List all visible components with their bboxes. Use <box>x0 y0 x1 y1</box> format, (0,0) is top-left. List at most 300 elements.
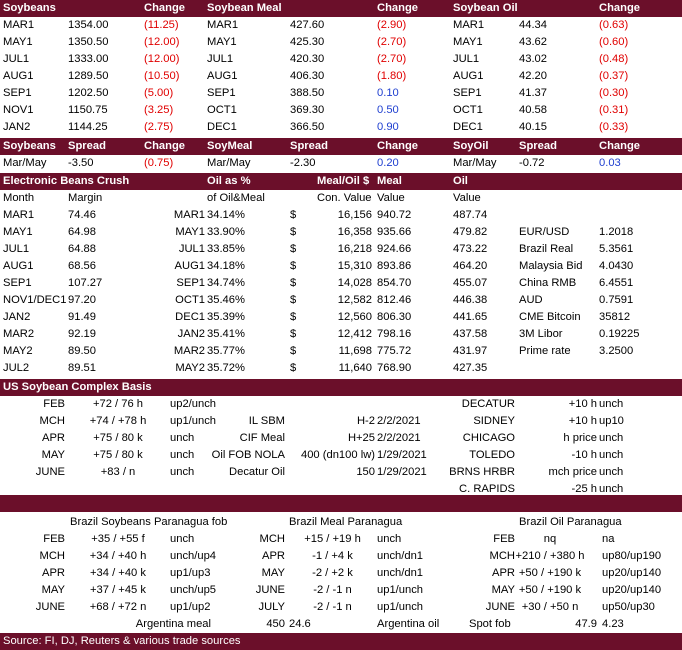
brazil-meal-change: up1/unch <box>377 601 424 613</box>
source-text: Source: FI, DJ, Reuters & various trade sources <box>3 635 241 647</box>
meal-change: 0.50 <box>377 104 399 116</box>
meal-change: (2.90) <box>377 19 407 31</box>
soybean-change: (12.00) <box>144 53 180 65</box>
crush-meal-value: 924.66 <box>377 243 412 255</box>
crush-sub-oilmeal: of Oil&Meal <box>207 192 265 204</box>
crush-dollar: $ <box>290 362 297 374</box>
crush-oil-value: 441.65 <box>453 311 488 323</box>
crush-oil-value: 446.38 <box>453 294 488 306</box>
soybean-change: (11.25) <box>144 19 179 31</box>
crush-oil-pct: 35.46% <box>207 294 245 306</box>
oil-month: MAY1 <box>453 36 483 48</box>
basis-change: up1/unch <box>170 415 217 427</box>
spread-soy-label: Mar/May <box>3 157 47 169</box>
spread-meal-change: 0.20 <box>377 157 399 169</box>
brazil-oil-change: up20/up140 <box>602 567 662 579</box>
argentina-oil-value: 4.23 <box>602 618 624 630</box>
crush-month: MAR1 <box>3 209 35 221</box>
crush-dollar: $ <box>290 226 297 238</box>
crush-meal-value: 768.90 <box>377 362 412 374</box>
crush-header <box>0 173 682 190</box>
header-change: Change <box>144 2 186 14</box>
crush-oilpct-month: JUL1 <box>178 243 205 255</box>
crush-month: NOV1/DEC1 <box>3 294 67 306</box>
brazil-meal-change: unch <box>377 533 402 545</box>
brazil-oil-basis: nq <box>543 533 557 545</box>
brazil-soy-change: unch <box>170 533 195 545</box>
spread-header-change: Change <box>377 140 419 152</box>
market-indicator-label: Brazil Real <box>519 243 574 255</box>
crush-dollar: $ <box>290 311 297 323</box>
crush-month: AUG1 <box>3 260 34 272</box>
brazil-soy-month: FEB <box>43 533 65 545</box>
basis-product: Oil FOB NOLA <box>211 449 285 461</box>
oil-change: (0.33) <box>599 121 629 133</box>
soybean-month: JAN2 <box>3 121 31 133</box>
spread-header-change: Change <box>599 140 641 152</box>
crush-con-value: 16,358 <box>337 226 372 238</box>
oil-price: 42.20 <box>519 70 547 82</box>
oil-month: DEC1 <box>453 121 483 133</box>
basis-product-value: 150 <box>356 466 375 478</box>
soybean-change: (12.00) <box>144 36 180 48</box>
crush-oil-pct: 35.72% <box>207 362 245 374</box>
brazil-meal-month: MCH <box>259 533 285 545</box>
crush-month: JAN2 <box>3 311 31 323</box>
crush-margin: 91.49 <box>68 311 96 323</box>
crush-oilpct-month: MAY1 <box>175 226 205 238</box>
crush-margin: 64.98 <box>68 226 96 238</box>
brazil-soy-change: up1/up2 <box>170 601 211 613</box>
argentina-row <box>0 616 682 633</box>
crush-meal-value: 940.72 <box>377 209 412 221</box>
crush-dollar: $ <box>290 328 297 340</box>
brazil-oil-month: JUNE <box>485 601 515 613</box>
brazil-meal-change: up1/unch <box>377 584 424 596</box>
basis-product-date: 1/29/2021 <box>377 449 427 461</box>
spread-header-soyoil: SoyOil <box>453 140 489 152</box>
brazil-oil-change: up80/up190 <box>602 550 662 562</box>
brazil-meal-month: APR <box>261 550 285 562</box>
crush-margin: 97.20 <box>68 294 96 306</box>
crush-oil-value: 479.82 <box>453 226 488 238</box>
meal-month: OCT1 <box>207 104 237 116</box>
brazil-soy-basis: +34 / +40 k <box>90 567 146 579</box>
meal-price: 420.30 <box>290 53 325 65</box>
brazil-oil-change: na <box>602 533 615 545</box>
crush-oilpct-month: MAY2 <box>175 362 205 374</box>
crush-sub-convalue: Con. Value <box>317 192 372 204</box>
crush-dollar: $ <box>290 209 297 221</box>
source-footer <box>0 633 682 650</box>
meal-change: 0.90 <box>377 121 399 133</box>
crush-oil-pct: 33.85% <box>207 243 245 255</box>
soybean-month: MAY1 <box>3 36 33 48</box>
basis-month: FEB <box>43 398 65 410</box>
soybean-month: AUG1 <box>3 70 34 82</box>
crush-title: Electronic Beans Crush <box>3 175 130 187</box>
brazil-soy-basis: +68 / +72 n <box>89 601 147 613</box>
crush-margin: 89.51 <box>68 362 96 374</box>
market-indicator-label: CME Bitcoin <box>519 311 581 323</box>
crush-oilpct-month: MAR1 <box>173 209 205 221</box>
crush-oilpct-month: AUG1 <box>174 260 205 272</box>
brazil-soy-change: up1/up3 <box>170 567 211 579</box>
basis-location-value: -10 h <box>571 449 597 461</box>
market-indicator-value: 6.4551 <box>599 277 634 289</box>
soybean-price: 1333.00 <box>68 53 109 65</box>
market-indicator-value: 0.19225 <box>599 328 640 340</box>
oil-month: SEP1 <box>453 87 482 99</box>
spread-header-spread: Spread <box>519 140 557 152</box>
crush-sub-value: Value <box>377 192 405 204</box>
basis-product-date: 1/29/2021 <box>377 466 427 478</box>
crush-con-value: 11,698 <box>338 345 372 357</box>
crush-con-value: 11,640 <box>338 362 372 374</box>
crush-oil-pct: 35.77% <box>207 345 245 357</box>
basis-change: unch <box>170 449 195 461</box>
basis-location-change: unch <box>599 398 624 410</box>
crush-oil-value: 464.20 <box>453 260 488 272</box>
soybean-price: 1144.25 <box>68 121 108 133</box>
crush-oil-pct: 35.39% <box>207 311 245 323</box>
meal-month: JUL1 <box>207 53 234 65</box>
spread-header-spread: Spread <box>290 140 328 152</box>
meal-month: MAY1 <box>207 36 237 48</box>
brazil-soy-title: Brazil Soybeans Paranagua fob <box>70 516 228 528</box>
crush-meal-value: 893.86 <box>377 260 412 272</box>
basis-value: +75 / 80 k <box>93 432 143 444</box>
meal-price: 366.50 <box>290 121 325 133</box>
brazil-oil-change: up50/up30 <box>602 601 655 613</box>
crush-month: SEP1 <box>3 277 32 289</box>
brazil-soy-basis: +34 / +40 h <box>89 550 147 562</box>
basis-location-change: unch <box>599 483 624 495</box>
spread-header-soymeal: SoyMeal <box>207 140 253 152</box>
brazil-oil-month: MCH <box>489 550 515 562</box>
market-indicator-label: Prime rate <box>519 345 571 357</box>
brazil-soy-month: JUNE <box>35 601 65 613</box>
oil-month: OCT1 <box>453 104 483 116</box>
soybean-month: NOV1 <box>3 104 34 116</box>
crush-oil-pct: 34.74% <box>207 277 245 289</box>
meal-price: 388.50 <box>290 87 325 99</box>
brazil-meal-basis: +15 / +19 h <box>304 533 361 545</box>
soybean-month: SEP1 <box>3 87 32 99</box>
market-indicator-value: 1.2018 <box>599 226 634 238</box>
crush-oil-pct: 33.90% <box>207 226 245 238</box>
header-soybeans: Soybeans <box>3 2 56 14</box>
crush-header-meal: Meal <box>377 175 402 187</box>
spread-header-spread: Spread <box>68 140 106 152</box>
argentina-spot-fob: Spot fob <box>469 618 511 630</box>
crush-table <box>0 207 682 377</box>
crush-oil-value: 487.74 <box>453 209 488 221</box>
crush-oil-pct: 34.14% <box>207 209 245 221</box>
brazil-oil-month: FEB <box>493 533 515 545</box>
market-indicator-value: 35812 <box>599 311 631 323</box>
market-indicator-value: 5.3561 <box>599 243 634 255</box>
header-soybean-meal: Soybean Meal <box>207 2 282 14</box>
brazil-oil-month: APR <box>491 567 515 579</box>
argentina-oil-label: Argentina oil <box>377 618 440 630</box>
soybean-month: MAR1 <box>3 19 35 31</box>
basis-product-value: 400 (dn100 lw) <box>300 449 375 461</box>
oil-change: (0.31) <box>599 104 629 116</box>
crush-oilpct-month: MAR2 <box>173 345 205 357</box>
market-indicator-value: 4.0430 <box>599 260 634 272</box>
brazil-meal-month: JULY <box>258 601 285 613</box>
oil-change: (0.60) <box>599 36 629 48</box>
crush-sub-month: Month <box>3 192 35 204</box>
soybean-price: 1202.50 <box>68 87 109 99</box>
soybean-price: 1354.00 <box>68 19 109 31</box>
brazil-soy-basis: +35 / +55 f <box>91 533 145 545</box>
spread-soy-change: (0.75) <box>144 157 174 169</box>
oil-price: 40.58 <box>519 104 547 116</box>
crush-subheader <box>0 190 682 207</box>
basis-month: JUNE <box>35 466 65 478</box>
crush-margin: 107.27 <box>68 277 103 289</box>
brazil-oil-basis: +210 / +380 h <box>515 550 585 562</box>
basis-change: unch <box>170 432 195 444</box>
market-indicator-label: EUR/USD <box>519 226 570 238</box>
crush-meal-value: 935.66 <box>377 226 412 238</box>
meal-change: (1.80) <box>377 70 407 82</box>
futures-table <box>0 17 682 136</box>
basis-location: BRNS HRBR <box>449 466 515 478</box>
oil-change: (0.63) <box>599 19 629 31</box>
basis-location: C. RAPIDS <box>459 483 515 495</box>
soybean-change: (2.75) <box>144 121 174 133</box>
crush-dollar: $ <box>290 277 297 289</box>
argentina-meal-value: 24.6 <box>289 618 311 630</box>
header-change: Change <box>377 2 419 14</box>
oil-price: 40.15 <box>519 121 547 133</box>
basis-location-change: unch <box>599 432 624 444</box>
market-indicator-value: 3.2500 <box>599 345 634 357</box>
brazil-soy-change: unch/up4 <box>170 550 217 562</box>
spread-oil-value: -0.72 <box>519 157 545 169</box>
oil-change: (0.48) <box>599 53 629 65</box>
crush-meal-value: 798.16 <box>377 328 412 340</box>
spread-header-change: Change <box>144 140 186 152</box>
soybean-month: JUL1 <box>3 53 30 65</box>
crush-header-oil-pct: Oil as % <box>207 175 251 187</box>
crush-sub-value: Value <box>453 192 481 204</box>
meal-price: 369.30 <box>290 104 325 116</box>
brazil-soy-month: MAY <box>41 584 65 596</box>
market-indicator-label: China RMB <box>519 277 577 289</box>
argentina-meal-price: 450 <box>266 618 285 630</box>
basis-location: SIDNEY <box>473 415 515 427</box>
brazil-meal-basis: -2 / -1 n <box>313 601 352 613</box>
soybean-change: (10.50) <box>144 70 180 82</box>
crush-oil-pct: 34.18% <box>207 260 245 272</box>
crush-con-value: 16,218 <box>337 243 372 255</box>
crush-margin: 89.50 <box>68 345 96 357</box>
crush-oilpct-month: SEP1 <box>176 277 205 289</box>
brazil-meal-month: MAY <box>261 567 285 579</box>
header-change: Change <box>599 2 641 14</box>
basis-month: MCH <box>39 415 65 427</box>
basis-product: CIF Meal <box>239 432 285 444</box>
brazil-oil-basis: +30 / +50 n <box>521 601 579 613</box>
market-indicator-label: Malaysia Bid <box>519 260 583 272</box>
crush-dollar: $ <box>290 243 297 255</box>
argentina-meal-label: Argentina meal <box>135 618 211 630</box>
basis-value: +75 / 80 k <box>93 449 143 461</box>
crush-oil-pct: 35.41% <box>207 328 245 340</box>
crush-oilpct-month: DEC1 <box>175 311 205 323</box>
basis-value: +72 / 76 h <box>92 398 144 410</box>
spread-soy-value: -3.50 <box>68 157 94 169</box>
meal-price: 427.60 <box>290 19 325 31</box>
crush-con-value: 14,028 <box>337 277 372 289</box>
basis-location-value: +10 h <box>568 415 597 427</box>
oil-price: 43.62 <box>519 36 547 48</box>
argentina-oil-price: 47.9 <box>575 618 597 630</box>
crush-margin: 92.19 <box>68 328 96 340</box>
brazil-meal-basis: -1 / +4 k <box>312 550 353 562</box>
brazil-soy-month: APR <box>41 567 65 579</box>
basis-location-change: up10 <box>599 415 624 427</box>
meal-month: SEP1 <box>207 87 236 99</box>
basis-value: +83 / n <box>100 466 136 478</box>
basis-product: IL SBM <box>248 415 285 427</box>
soybean-price: 1350.50 <box>68 36 109 48</box>
brazil-table <box>0 531 682 616</box>
crush-sub-margin: Margin <box>68 192 103 204</box>
meal-month: DEC1 <box>207 121 237 133</box>
basis-month: APR <box>41 432 65 444</box>
brazil-oil-change: up20/up140 <box>602 584 662 596</box>
market-indicator-value: 0.7591 <box>599 294 634 306</box>
basis-change: unch <box>170 466 195 478</box>
brazil-soy-month: MCH <box>39 550 65 562</box>
brazil-meal-change: unch/dn1 <box>377 550 424 562</box>
meal-change: (2.70) <box>377 36 407 48</box>
crush-month: MAR2 <box>3 328 35 340</box>
crush-con-value: 16,156 <box>337 209 372 221</box>
oil-price: 41.37 <box>519 87 547 99</box>
crush-con-value: 12,582 <box>337 294 372 306</box>
basis-title: US Soybean Complex Basis <box>3 381 152 393</box>
meal-change: 0.10 <box>377 87 399 99</box>
oil-change: (0.30) <box>599 87 629 99</box>
oil-month: JUL1 <box>453 53 480 65</box>
crush-month: MAY1 <box>3 226 33 238</box>
brazil-titles <box>0 514 682 531</box>
market-indicator-label: 3M Libor <box>519 328 563 340</box>
soybean-price: 1289.50 <box>68 70 109 82</box>
basis-value: +74 / +78 h <box>89 415 147 427</box>
spread-meal-value: -2.30 <box>290 157 316 169</box>
oil-change: (0.37) <box>599 70 629 82</box>
crush-margin: 74.46 <box>68 209 96 221</box>
crush-con-value: 12,412 <box>337 328 372 340</box>
spread-header-soybeans: Soybeans <box>3 140 56 152</box>
oil-price: 43.02 <box>519 53 547 65</box>
crush-margin: 68.56 <box>68 260 96 272</box>
basis-location-value: -25 h <box>571 483 597 495</box>
spreads-header <box>0 138 682 155</box>
meal-month: MAR1 <box>207 19 239 31</box>
crush-oil-value: 473.22 <box>453 243 488 255</box>
crush-oil-value: 427.35 <box>453 362 488 374</box>
basis-location-value: mch price <box>548 466 597 478</box>
brazil-oil-basis: +50 / +190 k <box>518 584 582 596</box>
meal-price: 406.30 <box>290 70 325 82</box>
spreads-row <box>0 155 682 172</box>
meal-change: (2.70) <box>377 53 407 65</box>
basis-product-value: H-2 <box>356 415 375 427</box>
crush-dollar: $ <box>290 294 297 306</box>
futures-header <box>0 0 682 17</box>
crush-meal-value: 806.30 <box>377 311 412 323</box>
basis-product: Decatur Oil <box>229 466 285 478</box>
crush-header-oil: Oil <box>453 175 468 187</box>
crush-meal-value: 854.70 <box>377 277 412 289</box>
soybean-price: 1150.75 <box>68 104 108 116</box>
basis-location-change: unch <box>599 449 624 461</box>
brazil-soy-change: unch/up5 <box>170 584 217 596</box>
oil-month: MAR1 <box>453 19 485 31</box>
crush-meal-value: 812.46 <box>377 294 412 306</box>
crush-month: JUL1 <box>3 243 30 255</box>
crush-oil-value: 455.07 <box>453 277 488 289</box>
brazil-meal-basis: -2 / -1 n <box>313 584 352 596</box>
soybean-change: (3.25) <box>144 104 174 116</box>
basis-location: DECATUR <box>461 398 515 410</box>
basis-location-change: unch <box>599 466 624 478</box>
brazil-soy-basis: +37 / +45 k <box>90 584 146 596</box>
brazil-oil-month: MAY <box>491 584 515 596</box>
brazil-meal-basis: -2 / +2 k <box>312 567 353 579</box>
basis-table <box>0 396 682 498</box>
brazil-meal-title: Brazil Meal Paranagua <box>289 516 403 528</box>
basis-product-date: 2/2/2021 <box>377 432 421 444</box>
spread-oil-label: Mar/May <box>453 157 497 169</box>
crush-dollar: $ <box>290 345 297 357</box>
spread-oil-change: 0.03 <box>599 157 621 169</box>
basis-location-value: h price <box>563 432 597 444</box>
crush-con-value: 15,310 <box>337 260 372 272</box>
crush-margin: 64.88 <box>68 243 96 255</box>
market-indicator-label: AUD <box>519 294 543 306</box>
crush-header-meal-oil: Meal/Oil $ <box>317 175 370 187</box>
spread-meal-label: Mar/May <box>207 157 251 169</box>
oil-price: 44.34 <box>519 19 547 31</box>
divider-bar <box>0 495 682 512</box>
brazil-oil-basis: +50 / +190 k <box>518 567 582 579</box>
brazil-meal-month: JUNE <box>255 584 285 596</box>
crush-month: JUL2 <box>3 362 30 374</box>
crush-oilpct-month: OCT1 <box>175 294 205 306</box>
basis-location-value: +10 h <box>568 398 597 410</box>
soybean-change: (5.00) <box>144 87 174 99</box>
crush-oil-value: 437.58 <box>453 328 488 340</box>
crush-con-value: 12,560 <box>337 311 372 323</box>
crush-meal-value: 775.72 <box>377 345 412 357</box>
crush-oil-value: 431.97 <box>453 345 488 357</box>
crush-oilpct-month: JAN2 <box>177 328 205 340</box>
brazil-oil-title: Brazil Oil Paranagua <box>519 516 622 528</box>
header-soybean-oil: Soybean Oil <box>453 2 518 14</box>
basis-product-date: 2/2/2021 <box>377 415 421 427</box>
basis-location: CHICAGO <box>462 432 515 444</box>
oil-month: AUG1 <box>453 70 484 82</box>
